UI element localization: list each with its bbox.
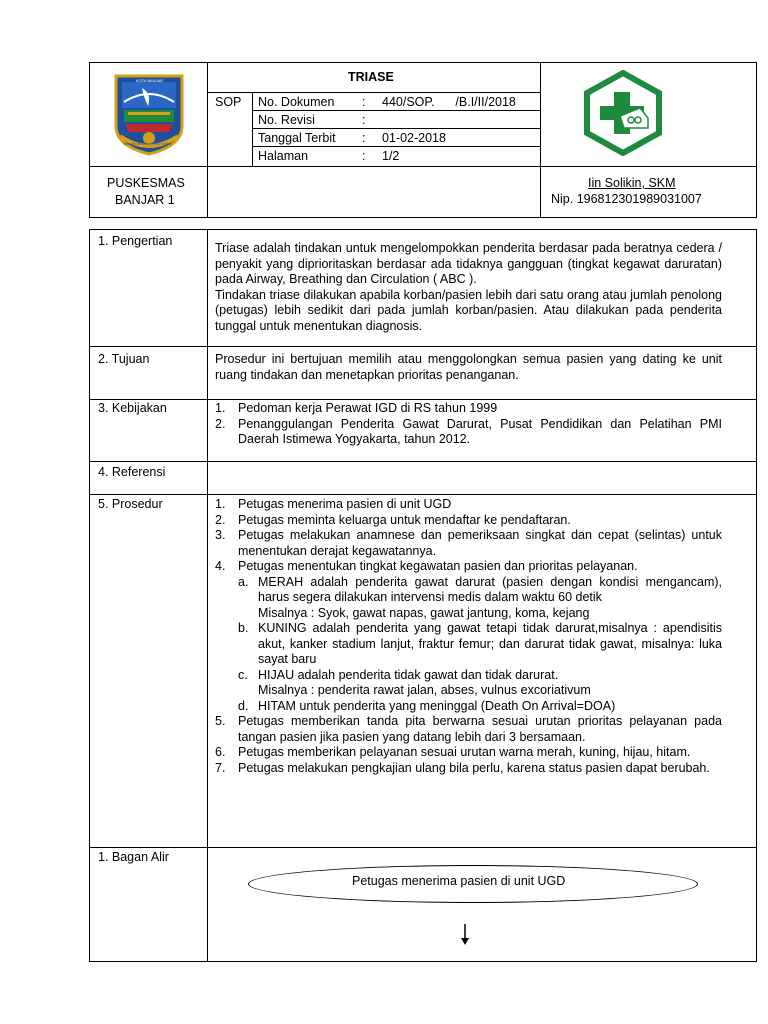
sub-list-letter: b. [238, 621, 249, 635]
sop-label: SOP [215, 95, 242, 109]
list-text: Petugas menentukan tingkat kegawatan pasien dan prioritas pelayanan. [238, 559, 638, 573]
section-label-prosedur: 5. Prosedur [98, 497, 163, 511]
list-number: 2. [215, 512, 226, 527]
issue-date-sep: : [362, 131, 366, 145]
header-divider-horizontal [89, 166, 757, 167]
document-title: TRIASE [348, 70, 394, 84]
section-label-kebijakan: 3. Kebijakan [98, 401, 167, 415]
sub-list-item [215, 699, 722, 715]
sub-list-note: Misalnya : Syok, gawat napas, gawat jantung, koma, kejang [258, 605, 590, 620]
list-text: Petugas meminta keluarga untuk mendaftar ke pendaftaran. [238, 512, 571, 527]
list-number: 2. [215, 416, 226, 431]
flowchart-start-text: Petugas menerima pasien di unit UGD [352, 874, 566, 888]
row-line-2 [252, 128, 540, 129]
pengertian-paragraph-1: Triase adalah tindakan untuk mengelompokkan penderita berdasar pada beratnya cedera / penyakit yang diprioritaskan berdasar ada tidaknya gangguan (tingkat kegawat daruratan) pada Airway, Breathing dan Circulation ( ABC ). [215, 241, 722, 286]
list-text: Petugas menerima pasien di unit UGD [238, 497, 452, 511]
list-number: 4. [215, 559, 226, 573]
list-number: 6. [215, 745, 226, 759]
list-text: Petugas memberikan pelayanan sesuai urutan warna merah, kuning, hijau, hitam. [238, 745, 691, 759]
sub-list-text: HIJAU adalah penderita tidak gawat dan tidak darurat. [258, 667, 559, 682]
list-text: Petugas melakukan anamnese dan pemeriksaan singkat dan cepat (selintas) untuk menentukan derajat kegawatannya. [238, 528, 722, 558]
list-text: Penanggulangan Penderita Gawat Darurat, Pusat Pendidikan dan Pelatihan PMI Daerah Istimewa Yogyakarta, tahun 2012. [238, 416, 722, 446]
emblem-top-text: KOTA BANJAR [136, 78, 164, 83]
issue-date-label: Tanggal Terbit [258, 131, 336, 145]
list-item [215, 417, 722, 448]
row-line-3 [252, 146, 540, 147]
flowchart-arrow-down-icon [458, 924, 472, 946]
sub-list-item [215, 575, 722, 622]
row-line-1 [252, 110, 540, 111]
list-item [215, 714, 722, 745]
list-item [215, 559, 722, 575]
sub-list-item [215, 621, 722, 668]
list-number: 1. [215, 401, 226, 415]
pengertian-paragraph-2: Tindakan triase dilakukan apabila korban/pasien lebih dari satu orang atau jumlah penolong (petugas) lebih sedikit dari pada jumlah korban/pasien. Atau dilakukan pada penderita tunggal untuk menentukan diagnosis. [215, 287, 722, 333]
signer-nip: Nip. 196812301989031007 [551, 192, 702, 206]
title-underline [207, 92, 540, 93]
section-divider-4 [89, 494, 757, 495]
puskesmas-logo [580, 70, 666, 156]
sub-list-item [215, 668, 722, 699]
sub-list-body [258, 668, 722, 699]
doc-number-sep: : [362, 95, 366, 109]
issue-date-value: 01-02-2018 [382, 131, 446, 145]
list-item [215, 401, 722, 417]
sub-list-body [258, 575, 722, 622]
list-text: Pedoman kerja Perawat IGD di RS tahun 1999 [238, 401, 498, 415]
sub-list-note: Misalnya : penderita rawat jalan, abses, vulnus excoriativum [258, 683, 591, 697]
list-number: 3. [215, 528, 226, 542]
kebijakan-list [215, 401, 722, 448]
page-label: Halaman [258, 149, 309, 163]
list-number: 1. [215, 497, 226, 511]
content-column-divider [207, 229, 208, 962]
list-item [215, 497, 722, 513]
org-name-line2: BANJAR 1 [115, 193, 175, 207]
sub-list-letter: c. [238, 667, 248, 682]
pengertian-text [215, 241, 722, 334]
section-divider-1 [89, 346, 757, 347]
list-number: 7. [215, 760, 226, 775]
sub-list-letter: d. [238, 698, 249, 713]
sub-list-text: HITAM untuk penderita yang meninggal (Death On Arrival=DOA) [258, 698, 616, 713]
list-number: 5. [215, 714, 226, 728]
prosedur-list [215, 497, 722, 776]
sub-list-letter: a. [238, 574, 249, 589]
revision-label: No. Revisi [258, 113, 315, 127]
org-name-line1: PUSKESMAS [107, 176, 185, 190]
list-item [215, 761, 722, 777]
page-sep: : [362, 149, 366, 163]
list-text: Petugas memberikan tanda pita berwarna sesuai urutan prioritas pelayanan pada tangan pasien jika pasien yang datang lebih dari 3 bersamaan. [238, 714, 722, 744]
tujuan-text: Prosedur ini bertujuan memilih atau menggolongkan semua pasien yang dating ke unit ruang tindakan dan menetapkan prioritas penanganan. [215, 352, 722, 382]
list-item [215, 745, 722, 761]
section-divider-2 [89, 399, 757, 400]
section-label-pengertian: 1. Pengertian [98, 234, 173, 248]
list-item [215, 528, 722, 559]
list-text: Petugas melakukan pengkajian ulang bila perlu, karena status pasien dapat berubah. [238, 760, 710, 775]
revision-sep: : [362, 113, 366, 127]
list-item [215, 513, 722, 529]
sop-divider [252, 92, 253, 166]
doc-number-value: 440/SOP. /B.I/II/2018 [382, 95, 516, 109]
section-label-referensi: 4. Referensi [98, 465, 166, 479]
doc-number-label: No. Dokumen [258, 95, 335, 109]
city-emblem-logo [112, 72, 186, 156]
section-label-tujuan: 2. Tujuan [98, 352, 150, 366]
section-label-bagan-alir: 1. Bagan Alir [98, 850, 169, 864]
header-divider-left [207, 62, 208, 218]
signer-name: Iin Solikin, SKM [588, 176, 676, 190]
sub-list-text: KUNING adalah penderita yang gawat tetapi tidak darurat,misalnya : apendisitis akut, kanker stadium lanjut, fraktur femur; dan darurat tidak gawat, misalnya: luka sayat baru [258, 621, 722, 666]
section-divider-5 [89, 847, 757, 848]
section-divider-3 [89, 461, 757, 462]
sub-list-text: MERAH adalah penderita gawat darurat (pasien dengan kondisi mengancam), harus segera dilakukan intervensi medis dalam waktu 60 detik [258, 574, 722, 604]
header-divider-right [540, 62, 541, 218]
page-value: 1/2 [382, 149, 400, 163]
emblem-bottom-text: BANJAR PATROMAN SAUYUNAN [124, 142, 171, 146]
